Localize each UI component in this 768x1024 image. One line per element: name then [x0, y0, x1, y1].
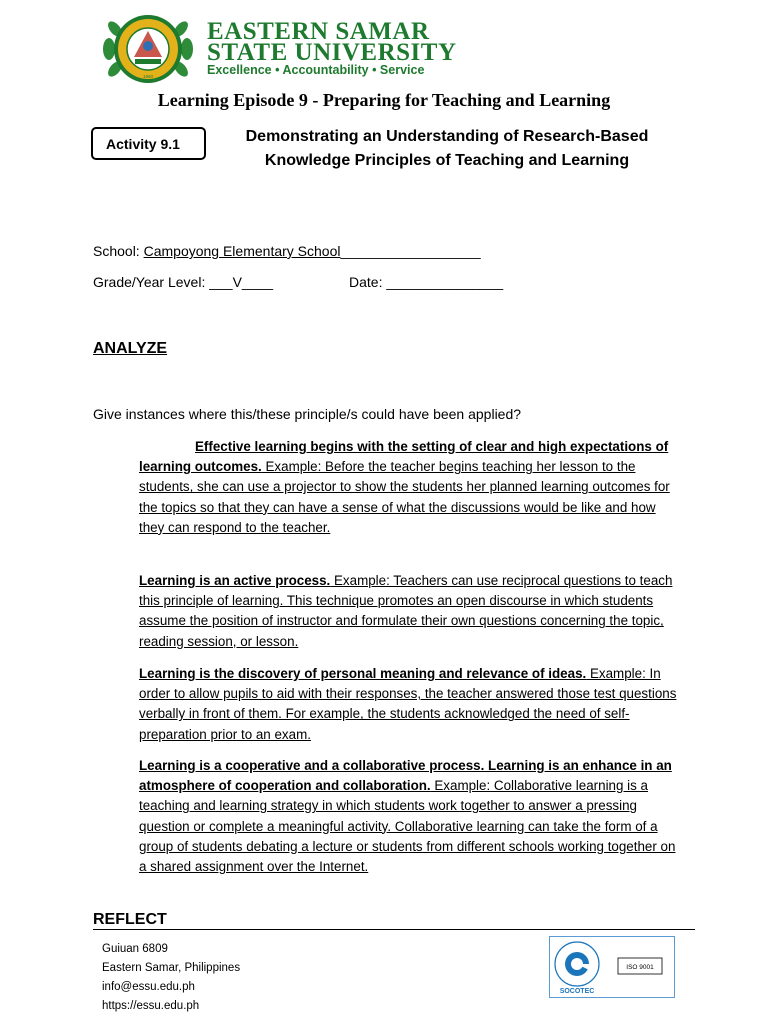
activity-title: Demonstrating an Understanding of Research-Based Knowledge Principles of Teaching and Learning [245, 128, 649, 169]
grade-value: ___V____ [209, 274, 274, 290]
episode-title: Learning Episode 9 - Preparing for Teaching and Learning [157, 90, 611, 110]
footer-address-line: Eastern Samar, Philippines [102, 962, 241, 974]
date-value: _______________ [386, 274, 504, 290]
principle-example: Example: In order to allow pupils to aid with their responses, the teacher answered those test questions verbally in front of them. For example, the students acknowledged the need of self-preparation prior to an exam. [139, 666, 677, 742]
reflect-heading: REFLECT [93, 911, 167, 928]
principle-example: Example: Collaborative learning is a teaching and learning strategy in which students work together to answer a pressing question or complete a meaningful activity. Collaborative learning can take the form of a group of students debating a lecture or students from different schools working together on a shared assignment over the Internet. [139, 778, 676, 875]
seal-year: 1960 [142, 74, 154, 79]
principle-paragraph [139, 437, 679, 538]
grade-level-field [93, 273, 273, 291]
university-tagline: Excellence • Accountability • Service [207, 63, 425, 77]
footer-address-line: Guiuan 6809 [102, 943, 168, 955]
principle-example: Example: Before the teacher begins teaching her lesson to the students, she can use a projector to show the students her planned learning outcomes for the topics so that they can have a sense of what the discussions would be like and how they can respond to the teacher. [139, 459, 670, 535]
socotec-label: SOCOTEC [559, 988, 595, 995]
school-value: Campoyong Elementary School [143, 243, 341, 259]
grade-label: Grade/Year Level: [93, 274, 210, 290]
principle-statement: Effective learning begins with the setting of clear and high expectations of learning outcomes. [139, 439, 669, 475]
date-field [349, 273, 503, 291]
principle-statement: Learning is the discovery of personal meaning and relevance of ideas. [139, 666, 587, 681]
iso-label: ISO 9001 [626, 964, 654, 971]
socotec-certification-badge [549, 936, 675, 998]
date-label: Date: [349, 274, 387, 290]
school-field [93, 242, 481, 260]
principle-statement: Learning is a cooperative and a collaborative process. Learning is an enhance in an atmosphere of cooperation and collaboration. [139, 758, 672, 794]
school-blank: __________________ [340, 243, 481, 259]
principle-paragraph [139, 664, 679, 745]
school-label: School: [93, 243, 144, 259]
university-name-line2: STATE UNIVERSITY [207, 39, 457, 66]
principle-example: Example: Teachers can use reciprocal questions to teach this principle of learning. This technique promotes an open discourse in which students assume the position of instructor and formulate their own questions concerning the topic, reading session, or lesson. [139, 573, 673, 649]
analyze-heading: ANALYZE [93, 340, 168, 357]
footer-email: info@essu.edu.ph [102, 981, 195, 993]
university-seal-logo [101, 13, 197, 85]
activity-label-box: Activity 9.1 [91, 127, 206, 160]
footer-divider [93, 929, 695, 930]
principle-statement: Learning is an active process. [139, 573, 331, 588]
principle-paragraph [139, 756, 679, 877]
principle-paragraph [139, 571, 679, 652]
footer-website: https://essu.edu.ph [102, 1000, 200, 1012]
analyze-question: Give instances where this/these principle/s could have been applied? [93, 406, 522, 422]
university-name-line1: EASTERN SAMAR [207, 18, 430, 45]
